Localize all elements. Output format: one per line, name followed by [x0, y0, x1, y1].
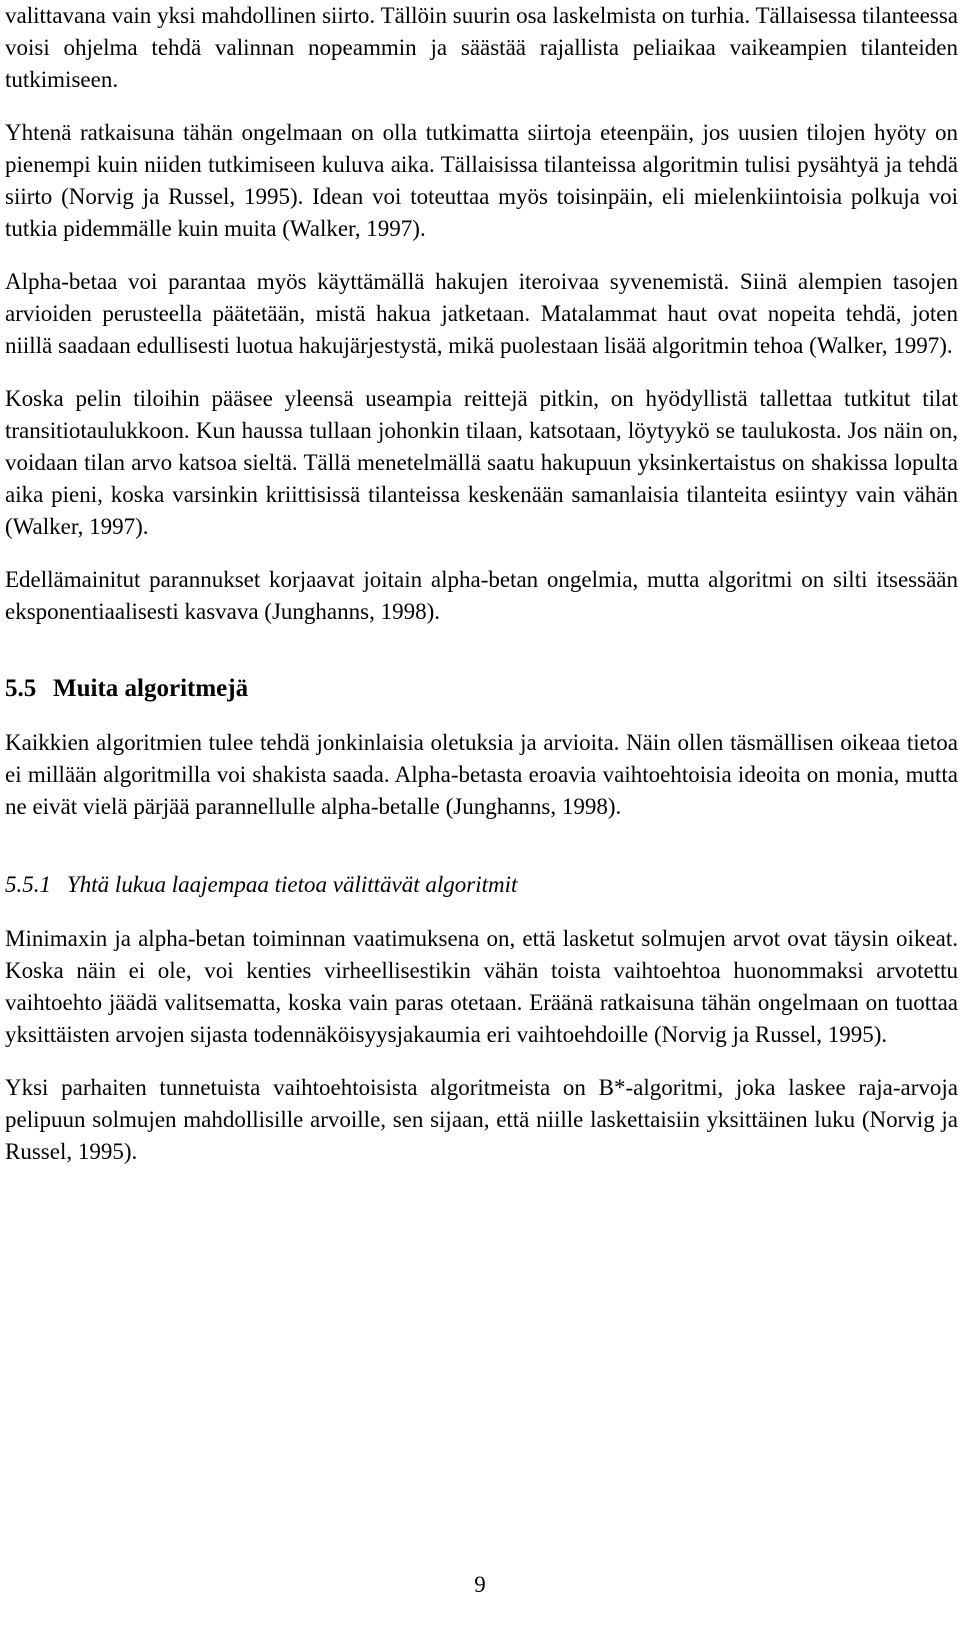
paragraph: Koska pelin tiloihin pääsee yleensä useampia reittejä pitkin, on hyödyllistä tallettaa tutkitut tilat transitiotaulukkoon. Kun haussa tullaan johonkin tilaan, katsotaan, löytyykö se taulukosta. Jos näin on, voidaan tilan arvo katsoa sieltä. Tällä menetelmällä saatu hakupuun yksinkertaistus on shakissa lopulta aika pieni, koska varsinkin kriittisissä tilanteissa keskenään samanlaisia tilanteita esiintyy vain vähän (Walker, 1997). — [5, 386, 958, 539]
section-title: Muita algoritmejä — [53, 675, 249, 702]
paragraph: Alpha-betaa voi parantaa myös käyttämällä hakujen iteroivaa syvenemistä. Siinä alempien tasojen arvioiden perusteella päätetään, mistä hakua jatketaan. Matalammat haut ovat nopeita tehdä, joten niillä saadaan edullisesti luotua hakujärjestystä, mikä puolestaan lisää algoritmin tehoa (Walker, 1997). — [5, 269, 958, 358]
paragraph: Minimaxin ja alpha-betan toiminnan vaatimuksena on, että lasketut solmujen arvot ovat täysin oikeat. Koska näin ei ole, voi kenties virheellisestikin vähän toista vaihtoehtoa huonommaksi arvotettu vaihtoehto jäädä valitsematta, koska vain paras otetaan. Eräänä ratkaisuna tähän ongelmaan on tuottaa yksittäisten arvojen sijasta todennäköisyysjakaumia eri vaihtoehdoille (Norvig ja Russel, 1995). — [5, 926, 958, 1047]
section-heading — [5, 673, 958, 705]
subsection-number: 5.5.1 — [5, 872, 51, 897]
page-number: 9 — [474, 1572, 486, 1597]
paragraph: valittavana vain yksi mahdollinen siirto. Tällöin suurin osa laskelmista on turhia. Tällaisessa tilanteessa voisi ohjelma tehdä valinnan nopeammin ja säästää rajallista peliaikaa vaikeampien tilanteiden tutkimiseen. — [5, 3, 958, 92]
paragraph: Yksi parhaiten tunnetuista vaihtoehtoisista algoritmeista on B*-algoritmi, joka laskee raja-arvoja pelipuun solmujen mahdollisille arvoille, sen sijaan, että niille laskettaisiin yksittäinen luku (Norvig ja Russel, 1995). — [5, 1075, 958, 1164]
subsection-title: Yhtä lukua laajempaa tietoa välittävät algoritmit — [67, 872, 518, 897]
section-number: 5.5 — [5, 675, 37, 702]
subsection-heading — [5, 869, 958, 901]
paragraph: Yhtenä ratkaisuna tähän ongelmaan on olla tutkimatta siirtoja eteenpäin, jos uusien tilojen hyöty on pienempi kuin niiden tutkimiseen kuluva aika. Tällaisissa tilanteissa algoritmin tulisi pysähtyä ja tehdä siirto (Norvig ja Russel, 1995). Idean voi toteuttaa myös toisinpäin, eli mielenkiintoisia polkuja voi tutkia pidemmälle kuin muita (Walker, 1997). — [5, 120, 958, 241]
paragraph: Edellämainitut parannukset korjaavat joitain alpha-betan ongelmia, mutta algoritmi on silti itsessään eksponentiaalisesti kasvava (Junghanns, 1998). — [5, 567, 958, 624]
page-content — [5, 0, 958, 1168]
paragraph: Kaikkien algoritmien tulee tehdä jonkinlaisia oletuksia ja arvioita. Näin ollen täsmällisen oikeaa tietoa ei millään algoritmilla voi shakista saada. Alpha-betasta eroavia vaihtoehtoisia ideoita on monia, mutta ne eivät vielä pärjää parannellulle alpha-betalle (Junghanns, 1998). — [5, 730, 958, 819]
